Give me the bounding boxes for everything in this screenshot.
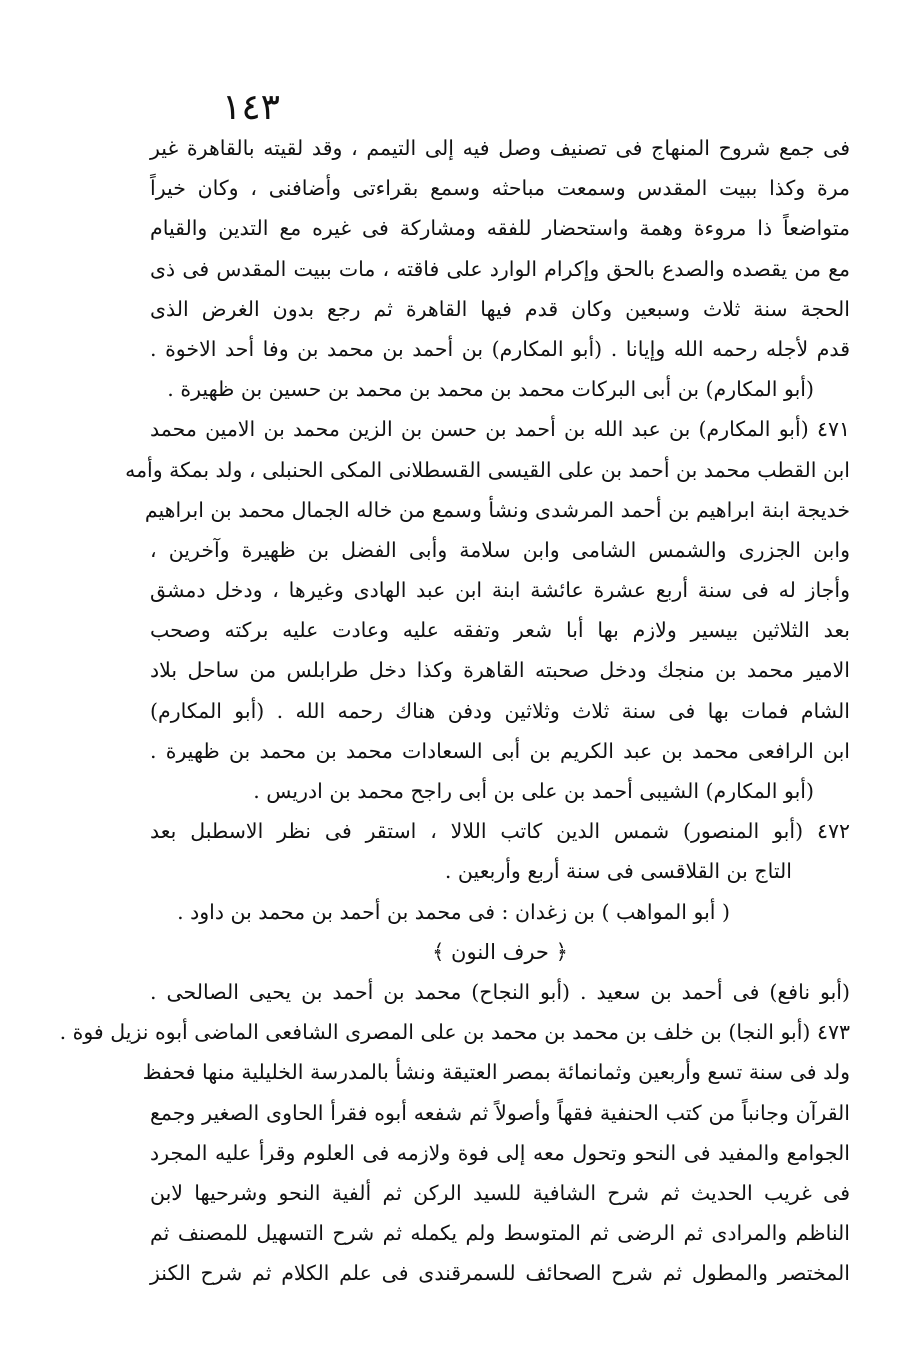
text-line: قدم لأجله رحمه الله وإيانا . (أبو المكارم) بن أحمد بن محمد بن وفا أحد الاخوة . xyxy=(150,336,850,361)
text-line: التاج بن القلاقسى فى سنة أربع وأربعين . xyxy=(444,859,792,884)
body-text xyxy=(59,128,850,1293)
text-line: ولد فى سنة تسع وأربعين وثمانمائة بمصر العتيقة ونشأ بالمدرسة الخليلية منها فحفظ xyxy=(142,1060,850,1085)
page-number: ١٤٣ xyxy=(221,87,280,128)
text-line: فى جمع شروح المنهاج فى تصنيف وصل فيه إلى التيمم ، وقد لقيته بالقاهرة غير xyxy=(150,136,850,160)
text-line: الحجة سنة ثلاث وسبعين وكان قدم فيها القاهرة ثم رجع بدون الغرض الذى xyxy=(150,296,850,321)
text-line: بعد الثلاثين بيسير ولازم بها أبا شعر وتفقه عليه وعادت عليه بركته وصحب xyxy=(150,618,850,643)
entry-line: (أبو المكارم) الشيبى أحمد بن على بن أبى راجح محمد بن ادريس . xyxy=(253,779,814,803)
text-line: خديجة ابنة ابراهيم بن أحمد المرشدى ونشأ وسمع من خاله الجمال محمد بن ابراهيم xyxy=(144,497,850,522)
text-line: وأجاز له فى سنة أربع عشرة عائشة ابنة ابن عبد الهادى وغيرها ، ودخل دمشق xyxy=(150,578,850,603)
text-line: المختصر والمطول ثم شرح الصحائف للسمرقندى فى علم الكلام ثم شرح الكنز xyxy=(150,1261,850,1286)
text-line: مع من يقصده والصدع بالحق وإكرام الوارد على فاقته ، مات ببيت المقدس فى ذى xyxy=(150,256,850,281)
text-line: الناظم والمرادى ثم الرضى ثم المتوسط ولم يكمله ثم شرح التسهيل للمصنف ثم xyxy=(150,1221,850,1246)
entry-line: ٤٧١ (أبو المكارم) بن عبد الله بن أحمد بن حسن بن الزين محمد بن الامين محمد xyxy=(150,417,850,442)
text-line: الجوامع والمفيد فى النحو وتحول معه إلى فوة ولازمه فى العلوم وقرأ عليه المجرد xyxy=(150,1140,850,1165)
text-line: فى غريب الحديث ثم شرح الشافية للسيد الركن ثم ألفية النحو وشرحيها لابن xyxy=(150,1180,850,1205)
entry-line: (أبو المكارم) بن أبى البركات محمد بن محمد بن محمد بن حسين بن ظهيرة . xyxy=(167,377,814,402)
section-heading: ﴿ حرف النون ﴾ xyxy=(432,939,568,964)
entry-line: (أبو نافع) فى أحمد بن سعيد . (أبو النجاح) محمد بن أحمد بن يحيى الصالحى . xyxy=(150,979,850,1004)
text-line: ابن الرافعى محمد بن عبد الكريم بن أبى السعادات محمد بن محمد بن ظهيرة . xyxy=(150,738,850,763)
entry-line: ٤٧٣ (أبو النجا) بن خلف بن محمد بن محمد بن على المصرى الشافعى الماضى أبوه نزيل فوة . xyxy=(59,1020,850,1045)
text-line: وابن الجزرى والشمس الشامى وابن سلامة وأبى الفضل بن ظهيرة وآخرين ، xyxy=(150,537,850,562)
text-line: الامير محمد بن منجك ودخل صحبته القاهرة وكذا دخل طرابلس من ساحل بلاد xyxy=(150,658,850,683)
text-line: ابن القطب محمد بن أحمد بن على القيسى القسطلانى المكى الحنبلى ، ولد بمكة وأمه xyxy=(125,457,850,482)
text-line: مرة وكذا ببيت المقدس وسمعت مباحثه وسمع بقراءتى وأضافنى ، وكان خيراً xyxy=(150,176,850,201)
text-line: الشام فمات بها فى سنة ثلاث وثلاثين ودفن هناك رحمه الله . (أبو المكارم) xyxy=(150,698,850,723)
text-line: القرآن وجانباً من كتب الحنفية فقهاً وأصولاً ثم شفعه أبوه فقرأ الحاوى الصغير وجمع xyxy=(150,1100,850,1125)
text-line: متواضعاً ذا مروءة وهمة واستحضار للفقه ومشاركة فى غيره مع التدين والقيام xyxy=(150,216,850,241)
entry-line: ٤٧٢ (أبو المنصور) شمس الدين كاتب اللالا ، استقر فى نظر الاسطبل بعد xyxy=(150,819,850,844)
entry-line: ( أبو المواهب ) بن زغدان : فى محمد بن أحمد بن محمد بن داود . xyxy=(177,899,730,924)
